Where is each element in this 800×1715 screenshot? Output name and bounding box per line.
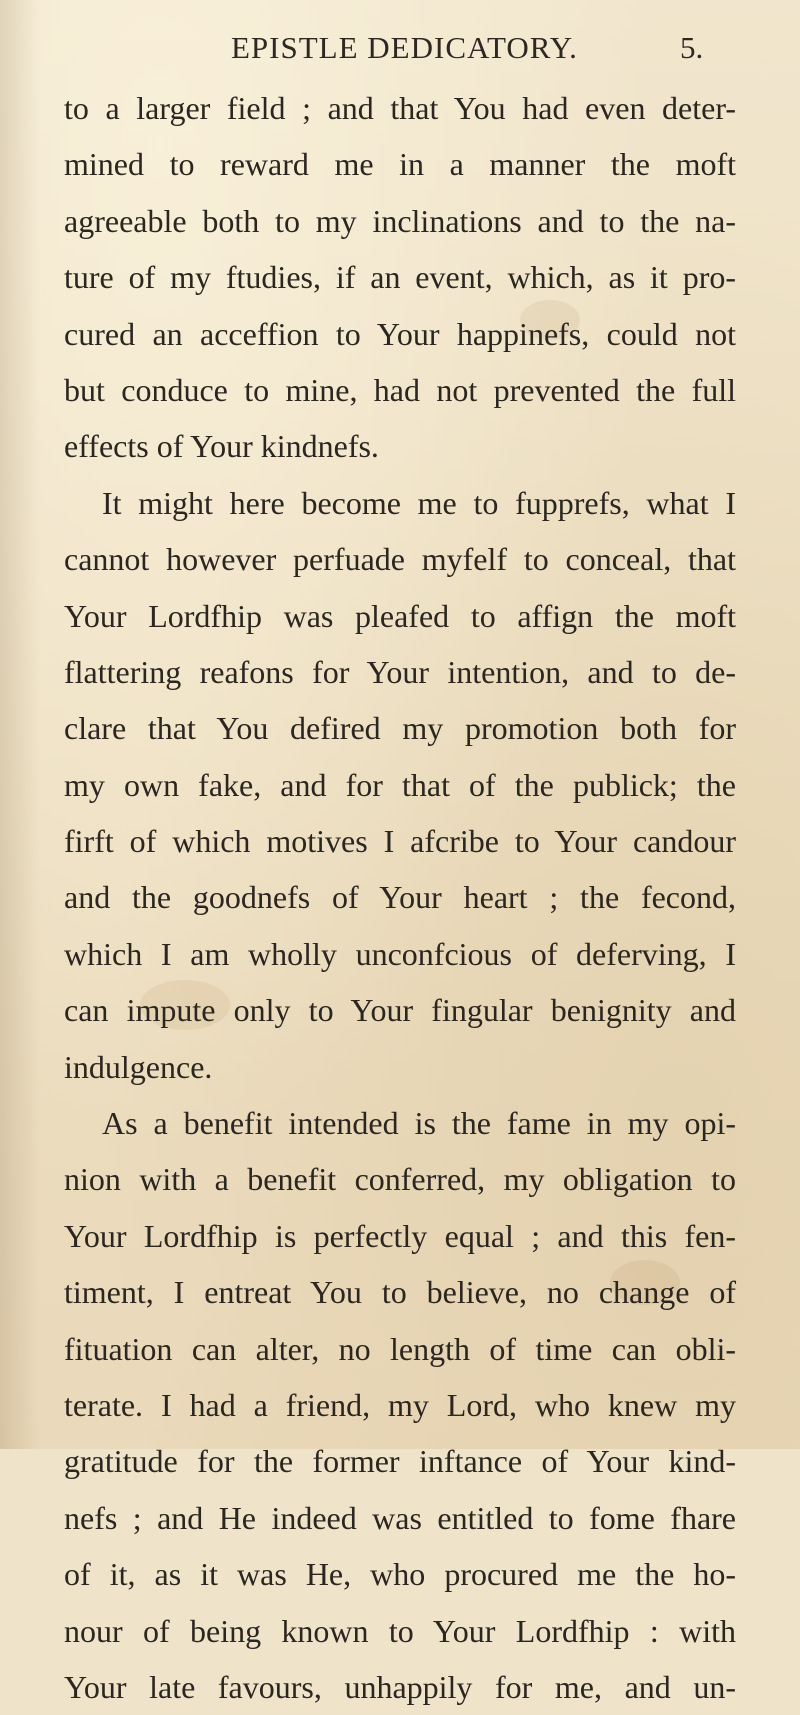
text-line: ture of my ftudies, if an event, which, as it pro- (64, 259, 736, 296)
text-line: Your Lordfhip was pleafed to affign the moft (64, 597, 736, 634)
text-line: flattering reafons for Your intention, and to de- (64, 653, 736, 690)
text-line: Your Lordfhip is perfectly equal ; and this fen- (64, 1217, 736, 1254)
text-line: can impute only to Your fingular benignity and (64, 992, 736, 1029)
text-line: but conduce to mine, had not prevented the full (64, 371, 736, 408)
text-line: nion with a benefit conferred, my obligation to (64, 1161, 736, 1198)
text-line: terate. I had a friend, my Lord, who knew my (64, 1386, 736, 1423)
text-line: gratitude for the former inftance of Your kind- (64, 1443, 736, 1480)
gutter-shadow (0, 0, 40, 1449)
text-line: As a benefit intended is the fame in my opi- (102, 1105, 736, 1142)
running-head: EPISTLE DEDICATORY. (231, 30, 578, 65)
text-line: cannot however perfuade myfelf to conceal, that (64, 541, 736, 578)
text-line: effects of Your kindnefs. (64, 428, 379, 465)
page-header (0, 22, 800, 68)
page-number: 5. (680, 30, 704, 65)
text-line: nefs ; and He indeed was entitled to fome fhare (64, 1499, 736, 1536)
text-line: clare that You defired my promotion both for (64, 710, 736, 747)
text-line: It might here become me to fupprefs, what I (102, 484, 736, 521)
text-line: Your late favours, unhappily for me, and un- (64, 1668, 736, 1705)
text-line: mined to reward me in a manner the moft (64, 146, 736, 183)
text-line: fituation can alter, no length of time can obli- (64, 1330, 736, 1367)
text-line: which I am wholly unconfcious of deferving, I (64, 935, 736, 972)
page-body (64, 80, 736, 1715)
text-line: timent, I entreat You to believe, no change of (64, 1274, 736, 1311)
text-line: nour of being known to Your Lordfhip : with (64, 1612, 736, 1649)
text-line: of it, as it was He, who procured me the ho- (64, 1556, 736, 1593)
text-line: indulgence. (64, 1048, 213, 1085)
text-line: agreeable both to my inclinations and to the na- (64, 202, 736, 239)
text-line: to a larger field ; and that You had even deter- (64, 90, 736, 126)
text-line: and the goodnefs of Your heart ; the fecond, (64, 879, 736, 916)
text-line: firft of which motives I afcribe to Your candour (64, 823, 736, 860)
text-line: cured an acceffion to Your happinefs, could not (64, 315, 736, 352)
text-line: my own fake, and for that of the publick; the (64, 766, 736, 803)
